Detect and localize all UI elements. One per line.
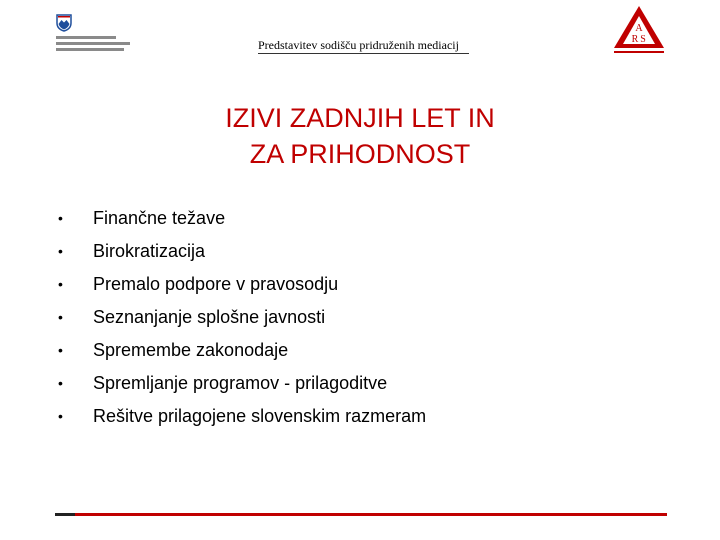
footer-rule [55, 513, 667, 516]
bullet-dot-icon: • [58, 408, 63, 424]
bullet-dot-icon: • [58, 210, 63, 226]
bullet-text: Rešitve prilagojene slovenskim razmeram [93, 406, 427, 426]
header-text: Predstavitev sodišču pridruženih mediacij [258, 38, 459, 52]
bullet-text: Finančne težave [93, 208, 226, 228]
footer-rule-mark [55, 513, 75, 516]
slide-title-line-2: ZA PRIHODNOST [249, 139, 471, 169]
bullet-text: Birokratizacija [93, 241, 206, 261]
bullet-text: Spremembe zakonodaje [93, 340, 289, 360]
bullet-dot-icon: • [58, 342, 63, 358]
bullet-dot-icon: • [58, 243, 63, 259]
bullet-dot-icon: • [58, 375, 63, 391]
bullet-text: Premalo podpore v pravosodju [93, 274, 339, 294]
bullet-dot-icon: • [58, 309, 63, 325]
bullet-dot-icon: • [58, 276, 63, 292]
slide-title [0, 100, 720, 172]
ars-logo-letter-a: A [635, 23, 643, 34]
government-logo-text [56, 36, 130, 54]
header-underline [258, 53, 469, 54]
bullet-text: Seznanjanje splošne javnosti [93, 307, 326, 327]
ars-logo-icon [608, 4, 670, 56]
slide-title-line-1: IZIVI ZADNJIH LET IN [225, 103, 495, 133]
coat-of-arms-icon [56, 14, 72, 32]
government-logo [52, 14, 134, 58]
bullet-text: Spremljanje programov - prilagoditve [93, 373, 388, 393]
ars-logo-letter-r: R [631, 34, 639, 45]
ars-logo-letter-s: S [640, 34, 646, 45]
